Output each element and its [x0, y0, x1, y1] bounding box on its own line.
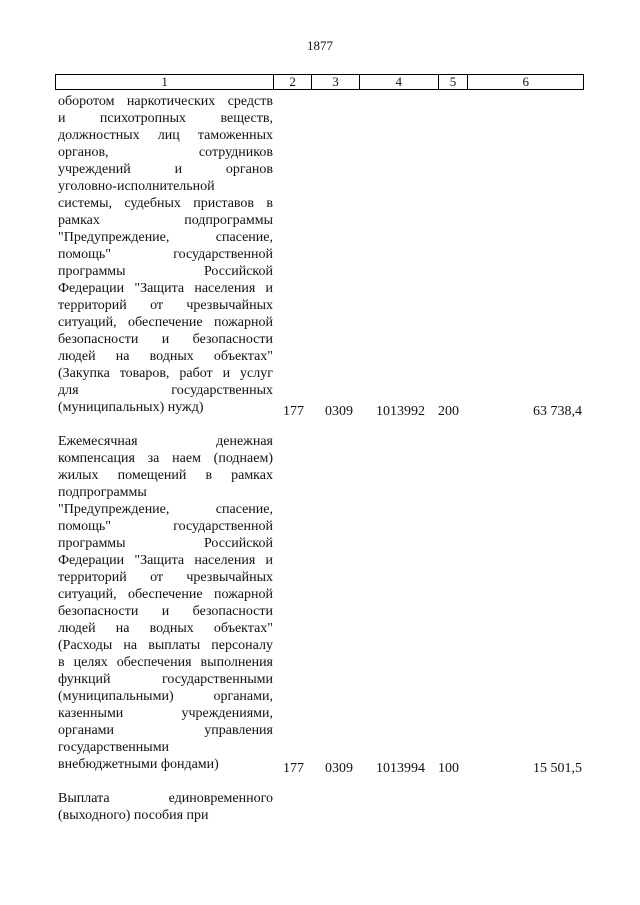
description-line: ситуаций, обеспечение пожарной	[58, 315, 273, 330]
description-line: компенсация за наем (поднаем)	[58, 451, 273, 466]
description-line: внебюджетными фондами)	[58, 757, 219, 772]
description-line: людей на водных объектах"	[58, 621, 273, 636]
description-line: Ежемесячная денежная	[58, 434, 273, 449]
description-line: (муниципальных) нужд)	[58, 400, 204, 415]
description-line: рамках подпрограммы	[58, 213, 273, 228]
row-1-target-code: 1013992	[376, 404, 425, 419]
description-line: безопасности и безопасности	[58, 604, 273, 619]
description-line: системы, судебных приставов в	[58, 196, 273, 211]
row-1-ministry: 177	[283, 404, 304, 419]
page-number: 1877	[307, 38, 333, 53]
description-line: людей на водных объектах"	[58, 349, 273, 364]
row-2-description	[58, 433, 273, 773]
description-line: "Предупреждение, спасение,	[58, 230, 273, 245]
description-line: помощь" государственной	[58, 247, 273, 262]
description-line: территорий от чрезвычайных	[58, 570, 273, 585]
column-header-4: 4	[360, 75, 439, 89]
row-2-amount: 15 501,5	[533, 761, 582, 776]
row-2-ministry: 177	[283, 761, 304, 776]
description-line: учреждений и органов	[58, 162, 273, 177]
description-line: оборотом наркотических средств	[58, 94, 273, 109]
description-line: уголовно-исполнительной	[58, 179, 215, 194]
description-line: в целях обеспечения выполнения	[58, 655, 273, 670]
description-line: подпрограммы	[58, 485, 147, 500]
description-line: (выходного) пособия при	[58, 808, 209, 823]
row-3-description	[58, 790, 273, 824]
row-2-target-code: 1013994	[376, 761, 425, 776]
column-header-1: 1	[56, 75, 274, 89]
description-line: "Предупреждение, спасение,	[58, 502, 273, 517]
description-line: (муниципальными) органами,	[58, 689, 273, 704]
description-line: безопасности и безопасности	[58, 332, 273, 347]
description-line: программы Российской	[58, 264, 273, 279]
description-line: программы Российской	[58, 536, 273, 551]
description-line: Федерации "Защита населения и	[58, 281, 273, 296]
description-line: органами управления	[58, 723, 273, 738]
row-1-amount: 63 738,4	[533, 404, 582, 419]
description-line: жилых помещений в рамках	[58, 468, 273, 483]
row-1-description	[58, 93, 273, 416]
description-line: (Закупка товаров, работ и услуг	[58, 366, 273, 381]
description-line: функций государственными	[58, 672, 273, 687]
column-header-2: 2	[274, 75, 312, 89]
row-1-expense-type: 200	[438, 404, 459, 419]
description-line: государственными	[58, 740, 170, 755]
column-header-5: 5	[439, 75, 469, 89]
column-header-6: 6	[522, 74, 529, 89]
row-2-expense-type: 100	[438, 761, 459, 776]
description-line: должностных лиц таможенных	[58, 128, 273, 143]
description-line: казенными учреждениями,	[58, 706, 273, 721]
description-line: органов, сотрудников	[58, 145, 273, 160]
description-line: помощь" государственной	[58, 519, 273, 534]
description-line: и психотропных веществ,	[58, 111, 273, 126]
description-line: территорий от чрезвычайных	[58, 298, 273, 313]
description-line: для государственных	[58, 383, 273, 398]
description-line: Выплата единовременного	[58, 791, 273, 806]
description-line: ситуаций, обеспечение пожарной	[58, 587, 273, 602]
description-line: (Расходы на выплаты персоналу	[58, 638, 273, 653]
table-header-row	[55, 74, 584, 90]
row-1-section: 0309	[325, 404, 353, 419]
column-header-3: 3	[312, 75, 360, 89]
row-2-section: 0309	[325, 761, 353, 776]
description-line: Федерации "Защита населения и	[58, 553, 273, 568]
